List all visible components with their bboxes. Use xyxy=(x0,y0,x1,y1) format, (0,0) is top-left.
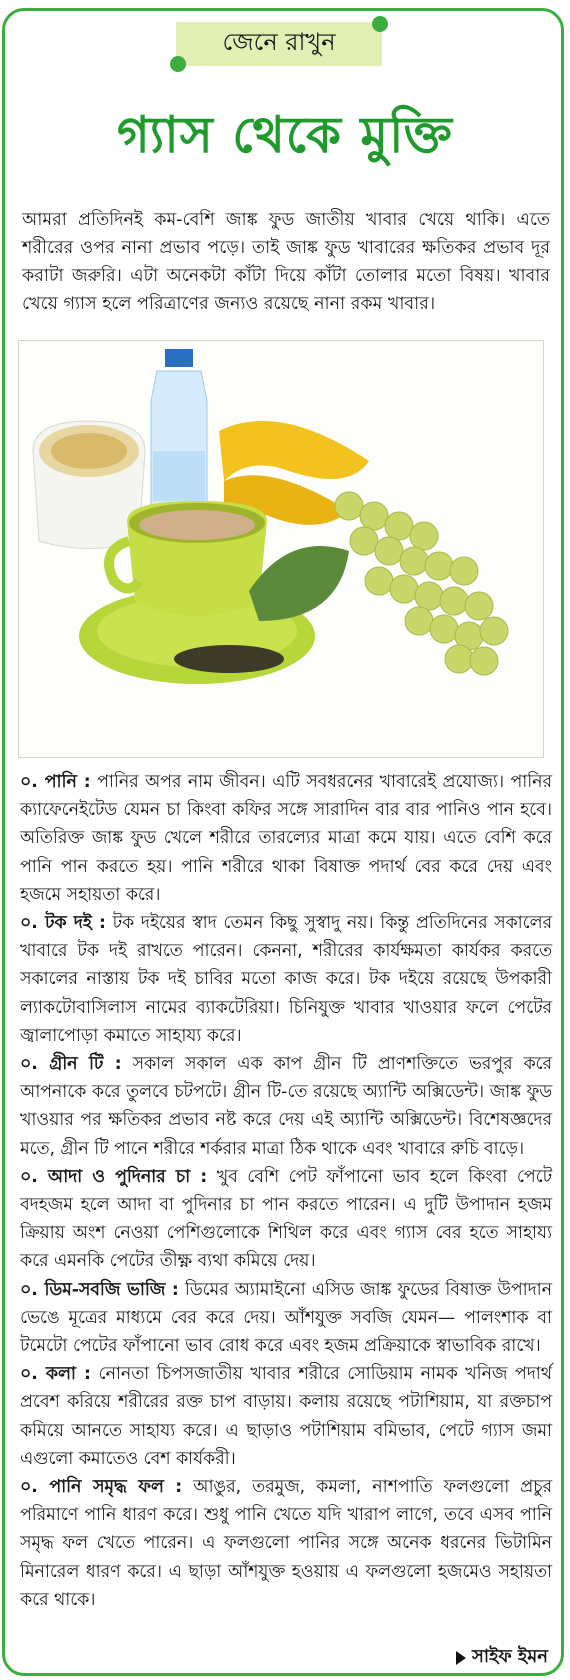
item-text: খুব বেশি পেট ফাঁপানো ভাব হলে কিংবা পেটে বদহজম হলে আদা বা পুদিনার চা পান করতে পারেন। এ দুটি উপাদান হজম ক্রিয়ায় অংশ নেওয়া পেশিগুলোকে শিথিল করে এবং গ্যাস বের হতে সাহায্য করে এমনকি পেটের তীক্ষ্ণ ব্যথা কমিয়ে দেয়। xyxy=(20,1166,552,1272)
section-tag-label: জেনে রাখুন xyxy=(222,28,336,56)
item-heading: ০. পানি সমৃদ্ধ ফল : xyxy=(20,1477,183,1498)
item-heading: ০. টক দই : xyxy=(20,913,106,934)
item-heading: ০. কলা : xyxy=(20,1364,91,1385)
list-item xyxy=(20,768,552,909)
intro-paragraph: আমরা প্রতিদিনই কম-বেশি জাঙ্ক ফুড জাতীয় খাবার খেয়ে থাকি। এতে শরীরের ওপর নানা প্রভাব পড়ে। তাই জাঙ্ক ফুড খাবারের ক্ষতিকর প্রভাব দূর করাটা জরুরি। এটা অনেকটা কাঁটা দিয়ে কাঁটা তোলার মতো বিষয়। খাবার খেয়ে গ্যাস হলে পরিত্রাণের জন্যও রয়েছে নানা রকম খাবার। xyxy=(22,210,550,314)
list-item xyxy=(20,1163,552,1276)
article-body xyxy=(20,768,552,1614)
food-photo xyxy=(18,340,544,758)
list-item xyxy=(20,909,552,1050)
tag-corner-icon xyxy=(372,16,388,32)
item-heading: ০. পানি : xyxy=(20,772,91,792)
item-text: নোনতা চিপসজাতীয় খাবার শরীরে সোডিয়াম নামক খনিজ পদার্থ প্রবেশ করিয়ে শরীরের রক্ত চাপ বাড়ায়। কলায় রয়েছে পটাশিয়াম, যা রক্তচাপ কমিয়ে আনতে সাহায্য করে। এ ছাড়াও পটাশিয়াম বমিভাব, পেটে গ্যাস জমা এগুলো কমাতেও বেশ কার্যকরী। xyxy=(20,1364,552,1469)
item-heading: ০. ডিম-সবজি ভাজি : xyxy=(20,1279,179,1300)
item-text: টক দইয়ের স্বাদ তেমন কিছু সুস্বাদু নয়। কিন্তু প্রতিদিনের সকালের খাবারে টক দই রাখতে পারেন। কেননা, শরীরের কার্যক্ষমতা কার্যকর করতে সকালের নাস্তায় টক দই চাবির মতো কাজ করে। টক দইয়ে রয়েছে উপকারী ল্যাকটোবাসিলাস নামের ব্যাকটেরিয়া। চিনিযুক্ত খাবার খাওয়ার ফলে পেটের জ্বালাপোড়া কমাতে সাহায্য করে। xyxy=(20,913,552,1046)
list-item xyxy=(20,1050,552,1163)
headline: গ্যাস থেকে মুক্তি xyxy=(117,106,453,164)
section-tag xyxy=(176,22,382,66)
byline xyxy=(456,1642,548,1673)
list-item xyxy=(20,1276,552,1361)
item-text: আঙুর, তরমুজ, কমলা, নাশপাতি ফলগুলো প্রচুর পরিমাণে পানি ধারণ করে। শুধু পানি খেতে যদি খারাপ লাগে, তবে এসব পানি সমৃদ্ধ ফল খেতে পারেন। এ ফলগুলো পানির সঙ্গে অনেক ধরনের ভিটামিন মিনারেল ধারণ করে। এ ছাড়া আঁশযুক্ত হওয়ায় এ ফলগুলো হজমেও সহায়তা করে থাকে। xyxy=(20,1477,552,1610)
list-item xyxy=(20,1360,552,1473)
author-name: সাইফ ইমন xyxy=(472,1646,548,1667)
item-text: পানির অপর নাম জীবন। এটি সবধরনের খাবারেই প্রযোজ্য। পানির ক্যাফেনেইটেড যেমন চা কিংবা কফির সঙ্গে সারাদিন বার বার পানিও পান হবে। অতিরিক্ত জাঙ্ক ফুড খেলে শরীরে তারল্যের মাত্রা কমে যায়। এতে বেশি করে পানি পান করতে হয়। পানি শরীরে থাকা বিষাক্ত পদার্থ বের করে দেয় এবং হজমে সহায়তা করে। xyxy=(20,772,552,905)
item-heading: ০. আদা ও পুদিনার চা : xyxy=(20,1166,208,1187)
list-item xyxy=(20,1473,552,1614)
play-triangle-icon xyxy=(456,1651,466,1665)
item-text: সকাল সকাল এক কাপ গ্রীন টি প্রাণশক্তিতে ভরপুর করে আপনাকে করে তুলবে চটপটে। গ্রীন টি-তে রয়েছে অ্যান্টি অক্সিডেন্ট। জাঙ্ক ফুড খাওয়ার পর ক্ষতিকর প্রভাব নষ্ট করে দেয় এই অ্যান্টি অক্সিডেন্ট। বিশেষজ্ঞদের মতে, গ্রীন টি পানে শরীরে শর্করার মাত্রা ঠিক থাকে এবং খাবারে রুচি বাড়ে। xyxy=(20,1054,552,1159)
item-text: ডিমের অ্যামাইনো এসিড জাঙ্ক ফুডের বিষাক্ত উপাদান ভেঙে মূত্রের মাধ্যমে বের করে দেয়। আঁশযুক্ত সবজি যেমন— পালংশাক বা টমেটো পেটের ফাঁপানো ভাব রোধ করে এবং হজম প্রক্রিয়াকে স্বাভাবিক রাখে। xyxy=(20,1279,552,1357)
tag-corner-icon xyxy=(170,56,186,72)
food-illustration-icon xyxy=(19,341,544,758)
item-heading: ০. গ্রীন টি : xyxy=(20,1054,122,1075)
